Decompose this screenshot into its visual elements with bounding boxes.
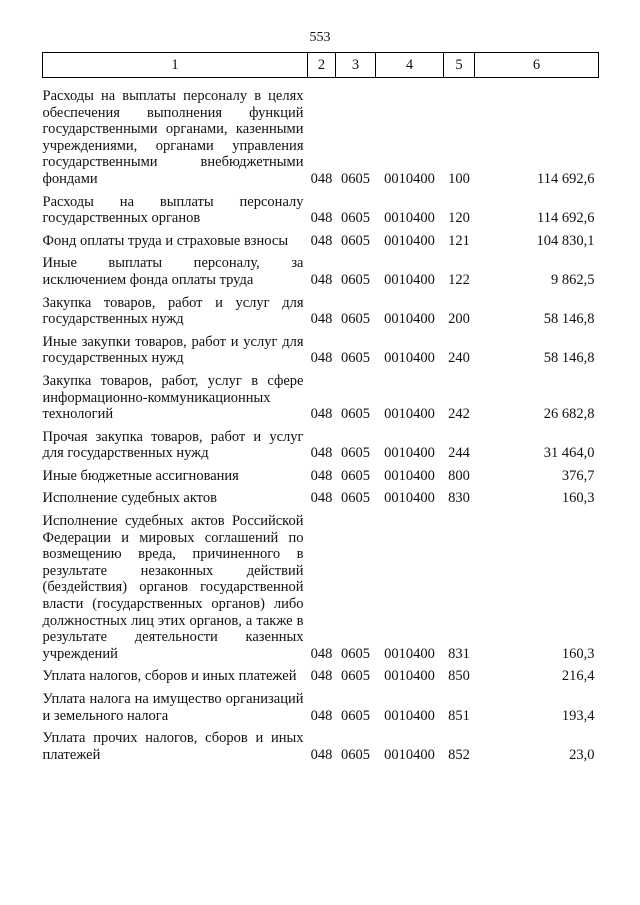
row-amount: 114 692,6 bbox=[537, 170, 595, 187]
row-code-target: 0010400 bbox=[384, 311, 435, 328]
row-code-target: 0010400 bbox=[384, 707, 435, 724]
row-code-section: 0605 bbox=[341, 170, 370, 187]
row-description: Закупка товаров, работ, услуг в сфере информационно-коммуникационных технологий bbox=[42, 372, 304, 423]
row-code-type: 800 bbox=[448, 467, 470, 484]
row-code-ministry: 048 bbox=[310, 746, 333, 763]
row-code-target: 0010400 bbox=[384, 668, 435, 685]
row-code-section: 0605 bbox=[341, 645, 370, 662]
table-row bbox=[43, 289, 599, 328]
row-description: Прочая закупка товаров, работ и услуг для государственных нужд bbox=[42, 428, 304, 462]
row-code-section: 0605 bbox=[341, 746, 370, 763]
row-code-target: 0010400 bbox=[384, 490, 435, 507]
row-amount: 26 682,8 bbox=[543, 406, 595, 423]
row-code-ministry: 048 bbox=[310, 490, 333, 507]
header-row bbox=[43, 53, 599, 78]
row-code-type: 240 bbox=[448, 350, 470, 367]
row-code-ministry: 048 bbox=[310, 271, 333, 288]
row-description: Фонд оплаты труда и страховые взносы bbox=[42, 232, 289, 249]
row-amount: 58 146,8 bbox=[543, 311, 595, 328]
header-col-1: 1 bbox=[43, 53, 308, 78]
header-col-5: 5 bbox=[444, 53, 475, 78]
row-code-type: 122 bbox=[448, 271, 470, 288]
row-code-ministry: 048 bbox=[310, 311, 333, 328]
row-code-section: 0605 bbox=[341, 467, 370, 484]
table-row bbox=[43, 724, 599, 763]
header-col-6: 6 bbox=[475, 53, 599, 78]
header-col-2: 2 bbox=[308, 53, 336, 78]
table-row bbox=[43, 423, 599, 462]
row-code-section: 0605 bbox=[341, 406, 370, 423]
row-code-type: 850 bbox=[448, 668, 470, 685]
row-code-target: 0010400 bbox=[384, 350, 435, 367]
row-code-ministry: 048 bbox=[310, 232, 333, 249]
table-row bbox=[43, 188, 599, 227]
table-row bbox=[43, 249, 599, 288]
row-amount: 160,3 bbox=[561, 490, 595, 507]
row-code-section: 0605 bbox=[341, 232, 370, 249]
budget-table bbox=[42, 52, 599, 763]
row-code-ministry: 048 bbox=[310, 210, 333, 227]
table-row bbox=[43, 78, 599, 188]
row-amount: 114 692,6 bbox=[537, 210, 595, 227]
row-code-type: 100 bbox=[448, 170, 470, 187]
row-code-ministry: 048 bbox=[310, 707, 333, 724]
row-amount: 193,4 bbox=[561, 707, 595, 724]
row-code-target: 0010400 bbox=[384, 271, 435, 288]
row-description: Исполнение судебных актов bbox=[42, 490, 217, 507]
row-amount: 104 830,1 bbox=[536, 232, 595, 249]
row-description: Расходы на выплаты персоналу государственных органов bbox=[42, 193, 304, 227]
row-description: Уплата налогов, сборов и иных платежей bbox=[42, 668, 297, 685]
row-code-section: 0605 bbox=[341, 445, 370, 462]
row-description: Закупка товаров, работ и услуг для государственных нужд bbox=[42, 294, 304, 328]
row-code-ministry: 048 bbox=[310, 406, 333, 423]
row-code-section: 0605 bbox=[341, 311, 370, 328]
row-code-ministry: 048 bbox=[310, 668, 333, 685]
row-code-section: 0605 bbox=[341, 668, 370, 685]
row-code-ministry: 048 bbox=[310, 170, 333, 187]
row-amount: 31 464,0 bbox=[543, 445, 595, 462]
row-code-ministry: 048 bbox=[310, 445, 333, 462]
row-code-target: 0010400 bbox=[384, 170, 435, 187]
header-col-4: 4 bbox=[376, 53, 444, 78]
row-amount: 160,3 bbox=[561, 645, 595, 662]
row-code-type: 830 bbox=[448, 490, 470, 507]
row-amount: 216,4 bbox=[561, 668, 595, 685]
row-amount: 9 862,5 bbox=[551, 271, 595, 288]
row-code-target: 0010400 bbox=[384, 406, 435, 423]
row-code-section: 0605 bbox=[341, 271, 370, 288]
row-description: Уплата налога на имущество организаций и земельного налога bbox=[42, 691, 304, 724]
row-code-section: 0605 bbox=[341, 707, 370, 724]
page-number: 553 bbox=[309, 30, 331, 45]
table-row bbox=[43, 507, 599, 662]
row-description: Уплата прочих налогов, сборов и иных платежей bbox=[42, 730, 304, 763]
row-code-section: 0605 bbox=[341, 350, 370, 367]
row-code-type: 200 bbox=[448, 311, 470, 328]
row-code-ministry: 048 bbox=[310, 467, 333, 484]
header-col-3: 3 bbox=[336, 53, 376, 78]
row-code-type: 121 bbox=[448, 232, 470, 249]
row-description: Иные закупки товаров, работ и услуг для государственных нужд bbox=[42, 333, 304, 367]
row-code-target: 0010400 bbox=[384, 645, 435, 662]
table-row bbox=[43, 227, 599, 250]
row-code-ministry: 048 bbox=[310, 645, 333, 662]
row-amount: 376,7 bbox=[561, 467, 595, 484]
row-code-ministry: 048 bbox=[310, 350, 333, 367]
row-description: Исполнение судебных актов Российской Федерации и мировых соглашений по возмещению вреда, причиненного в результате незаконных действий (бездействия) органов государственной власти (государственных органов) либо должностных лиц этих органов, а также в результате деятельности казенных учреждений bbox=[42, 513, 304, 662]
row-code-type: 851 bbox=[448, 707, 470, 724]
row-code-target: 0010400 bbox=[384, 467, 435, 484]
row-code-target: 0010400 bbox=[384, 210, 435, 227]
row-code-target: 0010400 bbox=[384, 232, 435, 249]
table-row bbox=[43, 328, 599, 367]
row-amount: 23,0 bbox=[569, 746, 595, 763]
row-description: Расходы на выплаты персоналу в целях обеспечения выполнения функций государственными органами, казенными учреждениями, органами управления государственными внебюджетными фондами bbox=[42, 88, 304, 187]
table-body bbox=[43, 78, 599, 764]
table-header bbox=[43, 53, 599, 78]
row-code-target: 0010400 bbox=[384, 746, 435, 763]
row-code-section: 0605 bbox=[341, 490, 370, 507]
row-amount: 58 146,8 bbox=[543, 350, 595, 367]
row-code-type: 120 bbox=[448, 210, 470, 227]
row-code-type: 852 bbox=[448, 746, 470, 763]
row-description: Иные выплаты персоналу, за исключением фонда оплаты труда bbox=[42, 255, 304, 288]
row-code-type: 244 bbox=[448, 445, 470, 462]
table-row bbox=[43, 484, 599, 507]
table-row bbox=[43, 662, 599, 685]
row-description: Иные бюджетные ассигнования bbox=[42, 467, 239, 484]
table-row bbox=[43, 367, 599, 423]
table-row bbox=[43, 462, 599, 485]
row-code-type: 242 bbox=[448, 406, 470, 423]
table-row bbox=[43, 685, 599, 724]
row-code-section: 0605 bbox=[341, 210, 370, 227]
row-code-type: 831 bbox=[448, 645, 470, 662]
row-code-target: 0010400 bbox=[384, 445, 435, 462]
